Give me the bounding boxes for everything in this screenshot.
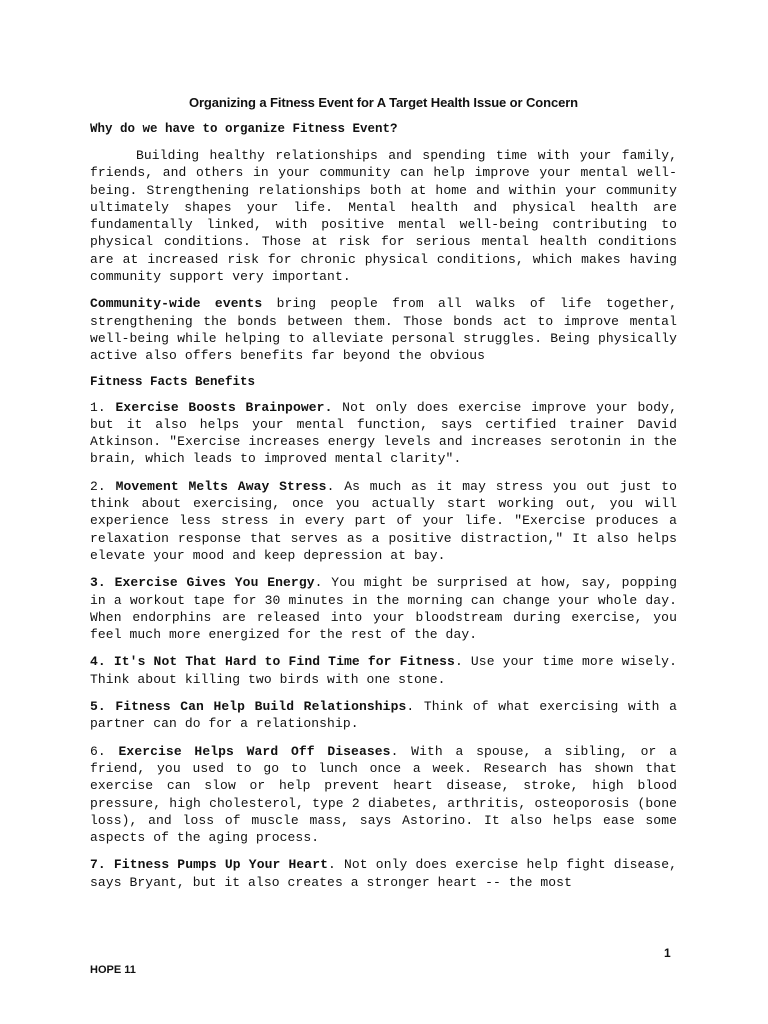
section-heading: Fitness Facts Benefits: [90, 374, 256, 389]
benefit-body: . Think of what exercising with a partner can do for a relationship.: [90, 699, 677, 732]
benefit-number: 4.: [90, 654, 114, 670]
benefit-item-2: [90, 478, 677, 564]
benefit-body: . With a spouse, a sibling, or a friend, you used to go to lunch once a week. Research has shown that exercise can slow or help prevent heart disease, stroke, high blood pressure, high cholesterol, type 2 diabetes, arthritis, osteoporosis (bone loss), and loss of muscle mass, says Astorino. It also helps ease some aspects of the aging process.: [90, 743, 677, 846]
page-number: 1: [664, 946, 671, 960]
benefit-title: Exercise Helps Ward Off Diseases: [118, 743, 391, 759]
benefit-item-1: [90, 399, 677, 468]
document-title: Organizing a Fitness Event for A Target Health Issue or Concern: [188, 95, 579, 110]
community-body: bring people from all walks of life together, strengthening the bonds between them. Those bonds act to improve mental well-being while helping to alleviate personal struggles. Being physically active also offers benefits far beyond the obvious: [90, 296, 677, 364]
benefit-body: . Use your time more wisely. Think about killing two birds with one stone.: [90, 654, 677, 687]
benefit-body: . Not only does exercise help fight disease, says Bryant, but it also creates a stronger heart -- the most: [90, 857, 678, 890]
benefit-number: 6.: [90, 743, 119, 759]
benefit-title: Fitness Pumps Up Your Heart: [113, 857, 329, 873]
community-lead: Community-wide events: [90, 296, 263, 312]
benefit-number: 3.: [90, 575, 115, 591]
benefit-title: Fitness Can Help Build Relationships: [115, 699, 407, 715]
benefit-title: Exercise Boosts Brainpower.: [115, 399, 333, 415]
benefit-title: Exercise Gives You Energy: [114, 575, 315, 591]
benefit-item-7: [90, 856, 677, 891]
benefit-item-4: [90, 653, 677, 688]
benefit-body: Not only does exercise improve your body, but it also helps your mental function, says certified trainer David Atkinson. "Exercise increases energy levels and increases serotonin in the brain, which leads to improved mental clarity".: [90, 399, 677, 467]
benefit-number: 7.: [90, 857, 114, 873]
benefit-body: . As much as it may stress you out just to think about exercising, once you actually start working out, you will experience less stress in every part of your life. "Exercise produces a relaxation response that serves as a positive distraction," It also helps elevate your mood and keep depression at bay.: [90, 478, 677, 563]
question-heading: Why do we have to organize Fitness Event?: [90, 122, 398, 136]
benefit-item-5: [90, 698, 677, 733]
benefit-number: 1.: [90, 399, 116, 415]
benefit-item-6: [90, 743, 677, 847]
footer-label: HOPE 11: [90, 964, 136, 976]
intro-paragraph: Building healthy relationships and spending time with your family, friends, and others in your community can help improve your mental well-being. Strengthening relationships both at home and within your community ultimately shapes your life. Mental health and physical health are fundamentally linked, with positive mental well-being contributing to physical conditions. Those at risk for serious mental health conditions are at increased risk for chronic physical conditions, which makes having community support very important.: [90, 148, 677, 285]
document-page: [90, 90, 677, 901]
benefit-item-3: [90, 574, 677, 643]
benefit-number: 5.: [90, 699, 116, 715]
benefit-body: . You might be surprised at how, say, popping in a workout tape for 30 minutes in the morning can change your whole day. When endorphins are released into your bloodstream during exercise, you feel much more energized for the rest of the day.: [90, 575, 677, 643]
community-paragraph: [90, 295, 677, 364]
benefit-title: Movement Melts Away Stress: [115, 478, 327, 494]
benefit-title: It's Not That Hard to Find Time for Fitness: [113, 654, 455, 670]
benefit-number: 2.: [90, 478, 116, 494]
